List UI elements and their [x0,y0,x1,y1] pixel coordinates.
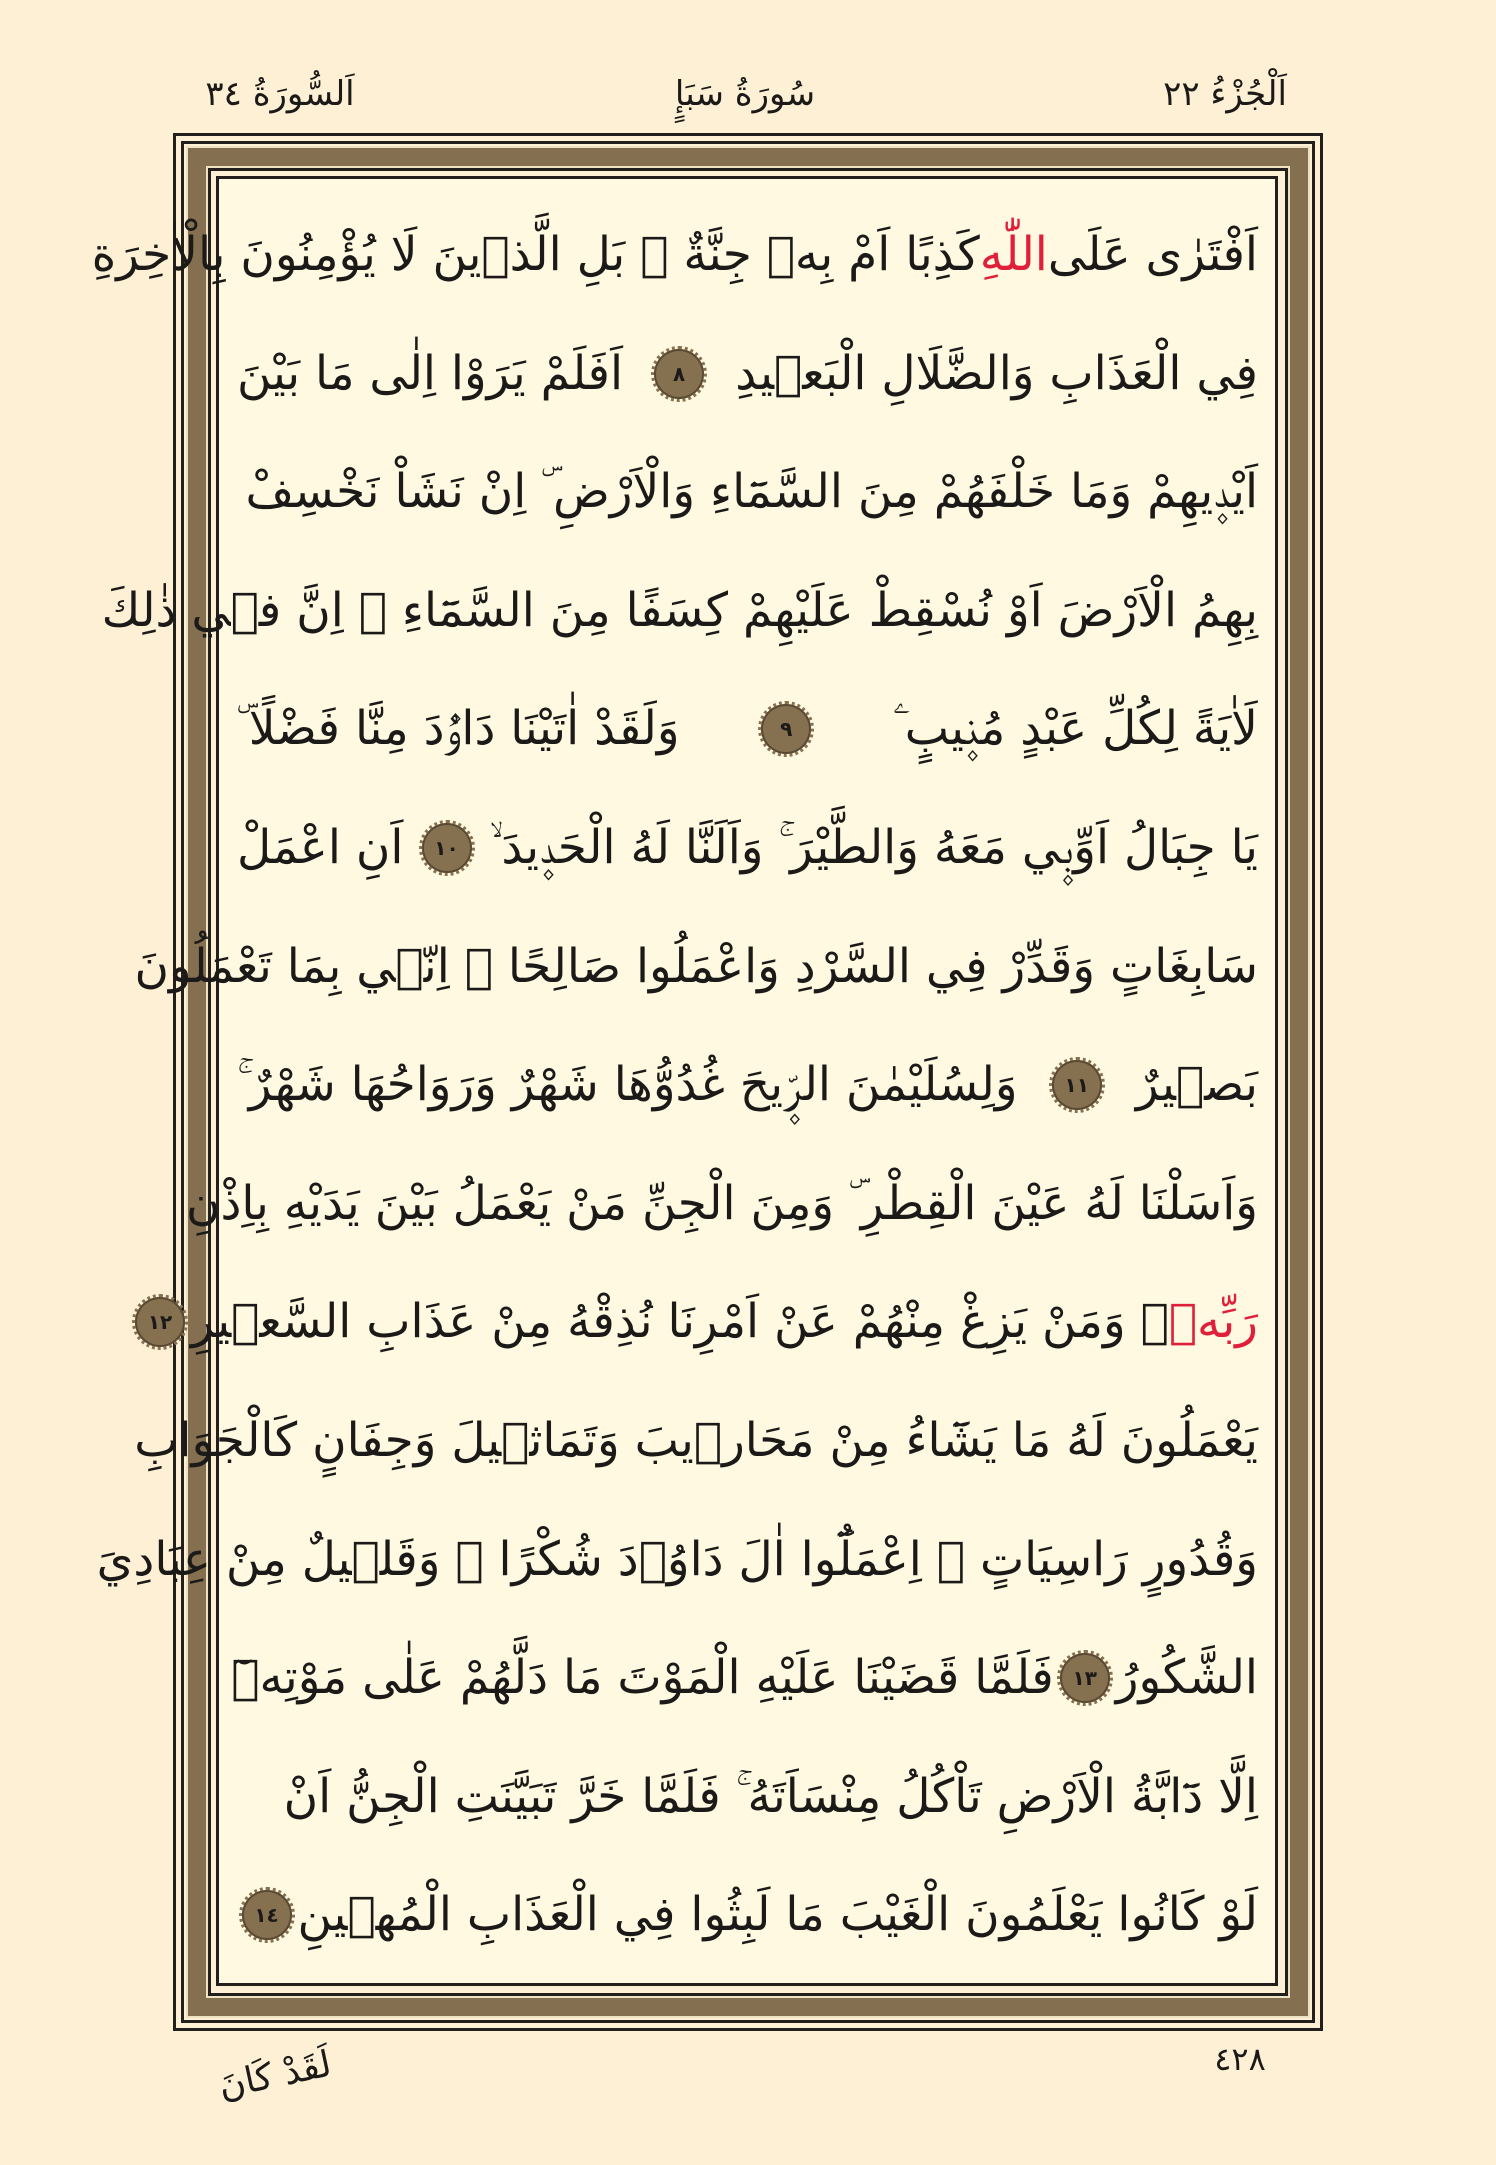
verse-text: اَفْتَرٰى عَلَى [1047,227,1258,282]
verse-end-marker: ١٣ [1060,1653,1110,1703]
text-line [91,196,1258,314]
verse-text: وَلَقَدْ اٰتَيْنَا دَاوُ۫دَ مِنَّا فَضْلًا ۜ [237,701,680,757]
text-line [237,789,1258,907]
text-line [134,908,1258,1026]
verse-text: فِي الْعَذَابِ وَالضَّلَالِ الْبَع۪يدِ [735,345,1258,401]
surah-number-header: اَلسُّورَةُ ٣٤ [205,74,355,114]
verse-text: ۜ وَمَنْ يَزِغْ مِنْهُمْ عَنْ اَمْرِنَا نُذِقْهُ مِنْ عَذَابِ السَّع۪يرِ [191,1294,1169,1350]
verse-text: اِلَّا دَٓابَّةُ الْاَرْضِ تَاْكُلُ مِنْسَاَتَهُ ۚ فَلَمَّا خَرَّ تَبَيَّنَتِ الْجِنُّ اَنْ [283,1768,1258,1824]
verse-text: سَابِغَاتٍ وَقَدِّرْ فِي السَّرْدِ وَاعْمَلُوا صَالِحًا ۜ اِنّ۪ي بِمَا تَعْمَلُونَ [134,938,1258,994]
divine-name-text: رَبِّه۪ [1168,1294,1258,1350]
text-line [96,1501,1258,1619]
text-line [101,552,1258,670]
surah-name-header: سُورَةُ سَبَإٍ [674,74,816,114]
text-line [147,1263,1258,1381]
verse-text: اَفَلَمْ يَرَوْا اِلٰى مَا بَيْنَ [237,345,623,401]
verse-text: يَعْمَلُونَ لَهُ مَا يَشَٓاءُ مِنْ مَحَار۪يبَ وَتَمَاث۪يلَ وَجِفَانٍ كَالْجَوَابِ [134,1413,1258,1468]
verse-end-marker: ١١ [1052,1060,1102,1110]
text-line [237,1026,1258,1144]
verse-text: بَص۪يرٌ [1135,1057,1258,1113]
verse-text: بِهِمُ الْاَرْضَ اَوْ نُسْقِطْ عَلَيْهِمْ كِسَفًا مِنَ السَّمَٓاءِ ۜ اِنَّ ف۪ي ذٰلِكَ [101,582,1258,638]
text-line [237,315,1258,433]
text-line [237,433,1258,551]
text-line [237,670,1258,788]
verse-text: وَلِسُلَيْمٰنَ الرّ۪يحَ غُدُوُّهَا شَهْرٌ وَرَوَاحُهَا شَهْرٌ ۚ [237,1057,1018,1113]
verse-text: وَاَسَلْنَا لَهُ عَيْنَ الْقِطْرِ ۜ وَمِنَ الْجِنِّ مَنْ يَعْمَلُ بَيْنَ يَدَيْهِ بِاِذْنِ [185,1175,1258,1231]
text-line [237,1738,1258,1856]
text-line [185,1145,1258,1263]
verse-end-marker: ١٠ [422,823,472,873]
verse-text: لَاٰيَةً لِكُلِّ عَبْدٍ مُن۪يبٍ ۧ [893,701,1258,757]
juz-header: اَلْجُزْءُ ٢٢ [1163,74,1287,114]
verse-text: اَيْد۪يهِمْ وَمَا خَلْفَهُمْ مِنَ السَّمَٓاءِ وَالْاَرْضِ ۜ اِنْ نَشَاْ نَخْسِفْ [245,464,1258,520]
verse-end-marker: ٩ [761,704,811,754]
verse-text: الشَّكُورُ [1115,1650,1258,1706]
page-number: ٤٢٨ [1214,2040,1266,2078]
catchword: لَقَدْ كَانَ [214,2043,336,2108]
verse-text: لَوْ كَانُوا يَعْلَمُونَ الْغَيْبَ مَا لَبِثُوا فِي الْعَذَابِ الْمُه۪ينِ [297,1887,1258,1943]
text-line [231,1619,1258,1737]
verse-text: اَنِ اعْمَلْ [237,820,404,875]
text-line [237,1856,1258,1974]
text-line [134,1382,1258,1500]
divine-name-text: اللّٰهِ [979,227,1048,282]
verse-text: وَقُدُورٍ رَاسِيَاتٍ ۜ اِعْمَلُٓوا اٰلَ دَاوُ۫دَ شُكْرًا ۜ وَقَل۪يلٌ مِنْ عِبَادِيَ [96,1531,1258,1587]
verse-end-marker: ١٢ [135,1297,185,1347]
verse-end-marker: ١٤ [242,1890,292,1940]
verse-text: كَذِبًا اَمْ بِه۪ جِنَّةٌ ۜ بَلِ الَّذ۪ينَ لَا يُؤْمِنُونَ بِالْاٰخِرَةِ [91,227,980,282]
verse-text: فَلَمَّا قَضَيْنَا عَلَيْهِ الْمَوْتَ مَا دَلَّهُمْ عَلٰى مَوْتِه۪ٓ [231,1650,1054,1706]
verse-text: يَا جِبَالُ اَوِّب۪ي مَعَهُ وَالطَّيْرَ ۚ وَاَلَنَّا لَهُ الْحَد۪يدَ ۙ [489,820,1258,875]
verse-end-marker: ٨ [654,349,704,399]
